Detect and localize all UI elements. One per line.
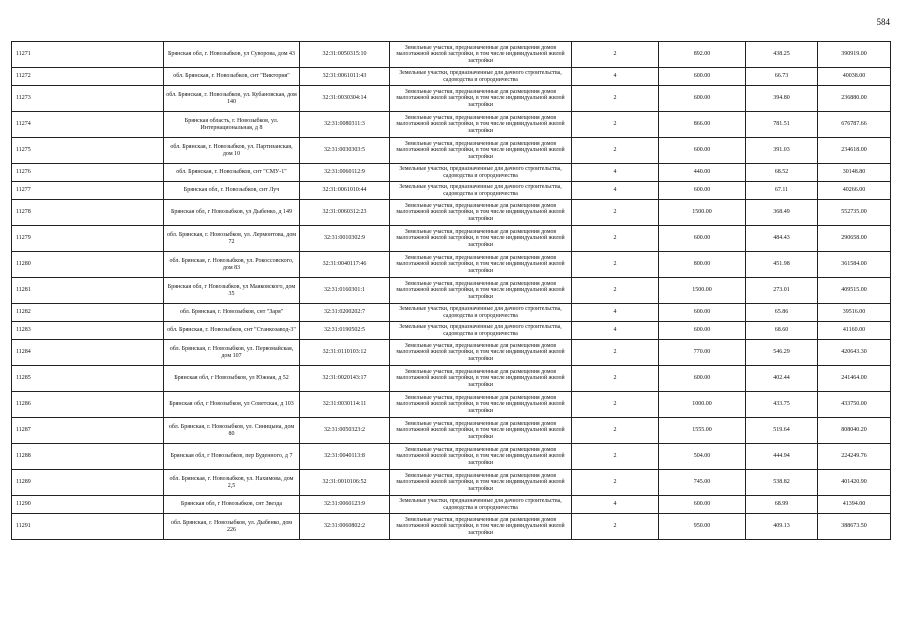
area-cell: 440.00 xyxy=(659,164,746,182)
group-cell: 2 xyxy=(572,366,659,392)
land-use-cell: Земельные участки, предназначенные для размещения домов малоэтажной жилой застройки, в том числе индивидуальной жилой застройки xyxy=(390,392,572,418)
cadastral-number-cell: 32:31:0160301:1 xyxy=(300,278,390,304)
cadastral-number-cell: 32:31:0190502:5 xyxy=(300,322,390,340)
record-number-cell: 11282 xyxy=(12,304,164,322)
cadastral-value-cell: 433750.00 xyxy=(818,392,891,418)
cadastral-number-cell: 32:31:0010302:9 xyxy=(300,226,390,252)
land-use-cell: Земельные участки, предназначенные для дачного строительства, садоводства и огородничества xyxy=(390,304,572,322)
specific-value-cell: 444.94 xyxy=(746,444,818,470)
table-row xyxy=(12,322,891,340)
cadastral-number-cell: 32:31:0060112:9 xyxy=(300,164,390,182)
land-use-cell: Земельные участки, предназначенные для размещения домов малоэтажной жилой застройки, в том числе индивидуальной жилой застройки xyxy=(390,112,572,138)
record-number-cell: 11289 xyxy=(12,470,164,496)
table-row xyxy=(12,164,891,182)
land-use-cell: Земельные участки, предназначенные для размещения домов малоэтажной жилой застройки, в том числе индивидуальной жилой застройки xyxy=(390,42,572,68)
address-cell: Брянская обл, г. Новозыбков, снт Луч xyxy=(164,182,300,200)
record-number-cell: 11279 xyxy=(12,226,164,252)
record-number-cell: 11273 xyxy=(12,86,164,112)
record-number-cell: 11274 xyxy=(12,112,164,138)
table-body xyxy=(12,42,891,540)
address-cell: обл. Брянская, г. Новозыбков, снт "СМУ-1" xyxy=(164,164,300,182)
table-row xyxy=(12,496,891,514)
table-row xyxy=(12,112,891,138)
address-cell: обл. Брянская, г. Новозыбков, ул. Дыбенко, дом 226 xyxy=(164,514,300,540)
specific-value-cell: 519.64 xyxy=(746,418,818,444)
group-cell: 4 xyxy=(572,304,659,322)
cadastral-value-cell: 409515.00 xyxy=(818,278,891,304)
area-cell: 600.00 xyxy=(659,366,746,392)
table-row xyxy=(12,182,891,200)
cadastral-value-cell: 30148.80 xyxy=(818,164,891,182)
address-cell: Брянская область, г. Новозыбков, ул. Интернациональная, д 8 xyxy=(164,112,300,138)
area-cell: 1500.00 xyxy=(659,278,746,304)
group-cell: 2 xyxy=(572,470,659,496)
land-use-cell: Земельные участки, предназначенные для размещения домов малоэтажной жилой застройки, в том числе индивидуальной жилой застройки xyxy=(390,200,572,226)
cadastral-number-cell: 32:31:0080311:3 xyxy=(300,112,390,138)
cadastral-value-cell: 41394.00 xyxy=(818,496,891,514)
area-cell: 800.00 xyxy=(659,252,746,278)
area-cell: 770.00 xyxy=(659,340,746,366)
table-row xyxy=(12,392,891,418)
address-cell: обл. Брянская, г. Новозыбков, ул. Первомайская, дом 107 xyxy=(164,340,300,366)
address-cell: Брянская обл, г Новозыбков, ул Советская, д 103 xyxy=(164,392,300,418)
address-cell: обл. Брянская, г. Новозыбков, ул. Лермонтова, дом 72 xyxy=(164,226,300,252)
address-cell: обл. Брянская, г. Новозыбков, ул. Кубановская, дом 140 xyxy=(164,86,300,112)
group-cell: 2 xyxy=(572,226,659,252)
group-cell: 2 xyxy=(572,392,659,418)
cadastral-number-cell: 32:31:0060123:9 xyxy=(300,496,390,514)
cadastral-number-cell: 32:31:0060312:23 xyxy=(300,200,390,226)
address-cell: обл. Брянская, г. Новозыбков, ул. Синицына, дом 80 xyxy=(164,418,300,444)
record-number-cell: 11278 xyxy=(12,200,164,226)
specific-value-cell: 394.80 xyxy=(746,86,818,112)
table-row xyxy=(12,366,891,392)
cadastral-value-cell: 40038.00 xyxy=(818,68,891,86)
cadastral-number-cell: 32:31:0020143:17 xyxy=(300,366,390,392)
cadastral-number-cell: 32:31:0030304:14 xyxy=(300,86,390,112)
land-use-cell: Земельные участки, предназначенные для размещения домов малоэтажной жилой застройки, в том числе индивидуальной жилой застройки xyxy=(390,278,572,304)
group-cell: 2 xyxy=(572,112,659,138)
cadastral-value-cell: 401420.90 xyxy=(818,470,891,496)
cadastral-value-cell: 39516.00 xyxy=(818,304,891,322)
address-cell: обл. Брянская, г. Новозыбков, ул. Партизанская, дом 10 xyxy=(164,138,300,164)
address-cell: обл. Брянская, г. Новозыбков, снт "Станкозавод-3" xyxy=(164,322,300,340)
cadastral-number-cell: 32:31:0040117:46 xyxy=(300,252,390,278)
area-cell: 600.00 xyxy=(659,182,746,200)
cadastral-number-cell: 32:31:0061010:44 xyxy=(300,182,390,200)
land-use-cell: Земельные участки, предназначенные для размещения домов малоэтажной жилой застройки, в том числе индивидуальной жилой застройки xyxy=(390,514,572,540)
specific-value-cell: 484.43 xyxy=(746,226,818,252)
record-number-cell: 11277 xyxy=(12,182,164,200)
cadastral-number-cell: 32:31:0110103:12 xyxy=(300,340,390,366)
specific-value-cell: 781.51 xyxy=(746,112,818,138)
land-use-cell: Земельные участки, предназначенные для дачного строительства, садоводства и огородничества xyxy=(390,164,572,182)
land-use-cell: Земельные участки, предназначенные для дачного строительства, садоводства и огородничества xyxy=(390,68,572,86)
specific-value-cell: 273.01 xyxy=(746,278,818,304)
address-cell: обл. Брянская, г. Новозыбков, снт "Виктория" xyxy=(164,68,300,86)
group-cell: 2 xyxy=(572,86,659,112)
specific-value-cell: 68.99 xyxy=(746,496,818,514)
record-number-cell: 11283 xyxy=(12,322,164,340)
cadastral-value-cell: 361584.00 xyxy=(818,252,891,278)
address-cell: Брянская обл, г. Новозыбков, ул Суворова, дом 43 xyxy=(164,42,300,68)
land-use-cell: Земельные участки, предназначенные для размещения домов малоэтажной жилой застройки, в том числе индивидуальной жилой застройки xyxy=(390,252,572,278)
area-cell: 1500.00 xyxy=(659,200,746,226)
land-use-cell: Земельные участки, предназначенные для размещения домов малоэтажной жилой застройки, в том числе индивидуальной жилой застройки xyxy=(390,226,572,252)
group-cell: 2 xyxy=(572,418,659,444)
record-number-cell: 11281 xyxy=(12,278,164,304)
group-cell: 4 xyxy=(572,322,659,340)
cadastral-number-cell: 32:31:0060802:2 xyxy=(300,514,390,540)
cadastral-value-cell: 41160.00 xyxy=(818,322,891,340)
address-cell: Брянская обл, г Новозыбков, ул Дыбенко, д 149 xyxy=(164,200,300,226)
specific-value-cell: 538.82 xyxy=(746,470,818,496)
area-cell: 600.00 xyxy=(659,86,746,112)
group-cell: 4 xyxy=(572,164,659,182)
address-cell: обл. Брянская, г. Новозыбков, снт "Заря" xyxy=(164,304,300,322)
cadastral-value-cell: 234618.00 xyxy=(818,138,891,164)
group-cell: 4 xyxy=(572,182,659,200)
cadastral-value-cell: 390919.00 xyxy=(818,42,891,68)
area-cell: 600.00 xyxy=(659,304,746,322)
table-row xyxy=(12,252,891,278)
specific-value-cell: 368.49 xyxy=(746,200,818,226)
cadastral-number-cell: 32:31:0010106:52 xyxy=(300,470,390,496)
land-use-cell: Земельные участки, предназначенные для размещения домов малоэтажной жилой застройки, в том числе индивидуальной жилой застройки xyxy=(390,444,572,470)
address-cell: Брянская обл, г Новозыбков, ул Южная, д 52 xyxy=(164,366,300,392)
specific-value-cell: 451.98 xyxy=(746,252,818,278)
record-number-cell: 11271 xyxy=(12,42,164,68)
cadastral-value-table xyxy=(11,41,891,540)
land-use-cell: Земельные участки, предназначенные для размещения домов малоэтажной жилой застройки, в том числе индивидуальной жилой застройки xyxy=(390,340,572,366)
group-cell: 2 xyxy=(572,340,659,366)
record-number-cell: 11288 xyxy=(12,444,164,470)
group-cell: 4 xyxy=(572,68,659,86)
table-row xyxy=(12,304,891,322)
address-cell: обл. Брянская, г. Новозыбков, ул. Рокоссовского, дом 83 xyxy=(164,252,300,278)
land-use-cell: Земельные участки, предназначенные для размещения домов малоэтажной жилой застройки, в том числе индивидуальной жилой застройки xyxy=(390,138,572,164)
table-row xyxy=(12,340,891,366)
group-cell: 2 xyxy=(572,252,659,278)
page-number: 584 xyxy=(876,17,890,27)
table-row xyxy=(12,470,891,496)
table-row xyxy=(12,278,891,304)
record-number-cell: 11287 xyxy=(12,418,164,444)
specific-value-cell: 68.52 xyxy=(746,164,818,182)
address-cell: Брянская обл, г Новозыбков, ул Маяковского, дом 35 xyxy=(164,278,300,304)
cadastral-number-cell: 32:31:0050315:10 xyxy=(300,42,390,68)
group-cell: 2 xyxy=(572,42,659,68)
area-cell: 892.00 xyxy=(659,42,746,68)
table-row xyxy=(12,68,891,86)
cadastral-value-cell: 388673.50 xyxy=(818,514,891,540)
cadastral-value-cell: 224249.76 xyxy=(818,444,891,470)
area-cell: 600.00 xyxy=(659,226,746,252)
group-cell: 2 xyxy=(572,138,659,164)
cadastral-number-cell: 32:31:0040113:8 xyxy=(300,444,390,470)
area-cell: 1000.00 xyxy=(659,392,746,418)
cadastral-number-cell: 32:31:0061011:43 xyxy=(300,68,390,86)
group-cell: 2 xyxy=(572,444,659,470)
area-cell: 1555.00 xyxy=(659,418,746,444)
specific-value-cell: 391.03 xyxy=(746,138,818,164)
table-row xyxy=(12,200,891,226)
land-use-cell: Земельные участки, предназначенные для дачного строительства, садоводства и огородничества xyxy=(390,322,572,340)
address-cell: Брянская обл, г Новозыбков, пер Буденного, д 7 xyxy=(164,444,300,470)
record-number-cell: 11291 xyxy=(12,514,164,540)
specific-value-cell: 66.73 xyxy=(746,68,818,86)
table-row xyxy=(12,444,891,470)
record-number-cell: 11276 xyxy=(12,164,164,182)
specific-value-cell: 68.60 xyxy=(746,322,818,340)
cadastral-number-cell: 32:31:0030303:5 xyxy=(300,138,390,164)
group-cell: 2 xyxy=(572,278,659,304)
land-use-cell: Земельные участки, предназначенные для размещения домов малоэтажной жилой застройки, в том числе индивидуальной жилой застройки xyxy=(390,418,572,444)
cadastral-value-cell: 40266.00 xyxy=(818,182,891,200)
cadastral-value-cell: 236880.00 xyxy=(818,86,891,112)
address-cell: Брянская обл, г Новозыбков, снт Звезда xyxy=(164,496,300,514)
address-cell: обл. Брянская, г. Новозыбков, ул. Нахимова, дом 2,5 xyxy=(164,470,300,496)
table-row xyxy=(12,42,891,68)
table-row xyxy=(12,514,891,540)
area-cell: 600.00 xyxy=(659,322,746,340)
cadastral-number-cell: 32:31:0050323:2 xyxy=(300,418,390,444)
area-cell: 600.00 xyxy=(659,68,746,86)
record-number-cell: 11286 xyxy=(12,392,164,418)
record-number-cell: 11285 xyxy=(12,366,164,392)
area-cell: 866.00 xyxy=(659,112,746,138)
land-use-cell: Земельные участки, предназначенные для размещения домов малоэтажной жилой застройки, в том числе индивидуальной жилой застройки xyxy=(390,366,572,392)
specific-value-cell: 65.86 xyxy=(746,304,818,322)
record-number-cell: 11280 xyxy=(12,252,164,278)
table-row xyxy=(12,226,891,252)
specific-value-cell: 67.11 xyxy=(746,182,818,200)
cadastral-value-cell: 290658.00 xyxy=(818,226,891,252)
cadastral-value-cell: 676787.66 xyxy=(818,112,891,138)
group-cell: 4 xyxy=(572,496,659,514)
cadastral-value-cell: 241464.00 xyxy=(818,366,891,392)
table-row xyxy=(12,86,891,112)
area-cell: 600.00 xyxy=(659,496,746,514)
specific-value-cell: 433.75 xyxy=(746,392,818,418)
table-row xyxy=(12,418,891,444)
record-number-cell: 11284 xyxy=(12,340,164,366)
table-row xyxy=(12,138,891,164)
specific-value-cell: 409.13 xyxy=(746,514,818,540)
land-use-cell: Земельные участки, предназначенные для размещения домов малоэтажной жилой застройки, в том числе индивидуальной жилой застройки xyxy=(390,470,572,496)
land-use-cell: Земельные участки, предназначенные для дачного строительства, садоводства и огородничества xyxy=(390,496,572,514)
specific-value-cell: 402.44 xyxy=(746,366,818,392)
record-number-cell: 11275 xyxy=(12,138,164,164)
land-use-cell: Земельные участки, предназначенные для размещения домов малоэтажной жилой застройки, в том числе индивидуальной жилой застройки xyxy=(390,86,572,112)
record-number-cell: 11290 xyxy=(12,496,164,514)
cadastral-number-cell: 32:31:0200202:7 xyxy=(300,304,390,322)
cadastral-value-cell: 420643.30 xyxy=(818,340,891,366)
land-use-cell: Земельные участки, предназначенные для дачного строительства, садоводства и огородничества xyxy=(390,182,572,200)
specific-value-cell: 546.29 xyxy=(746,340,818,366)
area-cell: 950.00 xyxy=(659,514,746,540)
group-cell: 2 xyxy=(572,514,659,540)
area-cell: 504.00 xyxy=(659,444,746,470)
area-cell: 745.00 xyxy=(659,470,746,496)
cadastral-value-cell: 808040.20 xyxy=(818,418,891,444)
group-cell: 2 xyxy=(572,200,659,226)
cadastral-number-cell: 32:31:0030114:11 xyxy=(300,392,390,418)
record-number-cell: 11272 xyxy=(12,68,164,86)
specific-value-cell: 438.25 xyxy=(746,42,818,68)
area-cell: 600.00 xyxy=(659,138,746,164)
cadastral-value-cell: 552735.00 xyxy=(818,200,891,226)
